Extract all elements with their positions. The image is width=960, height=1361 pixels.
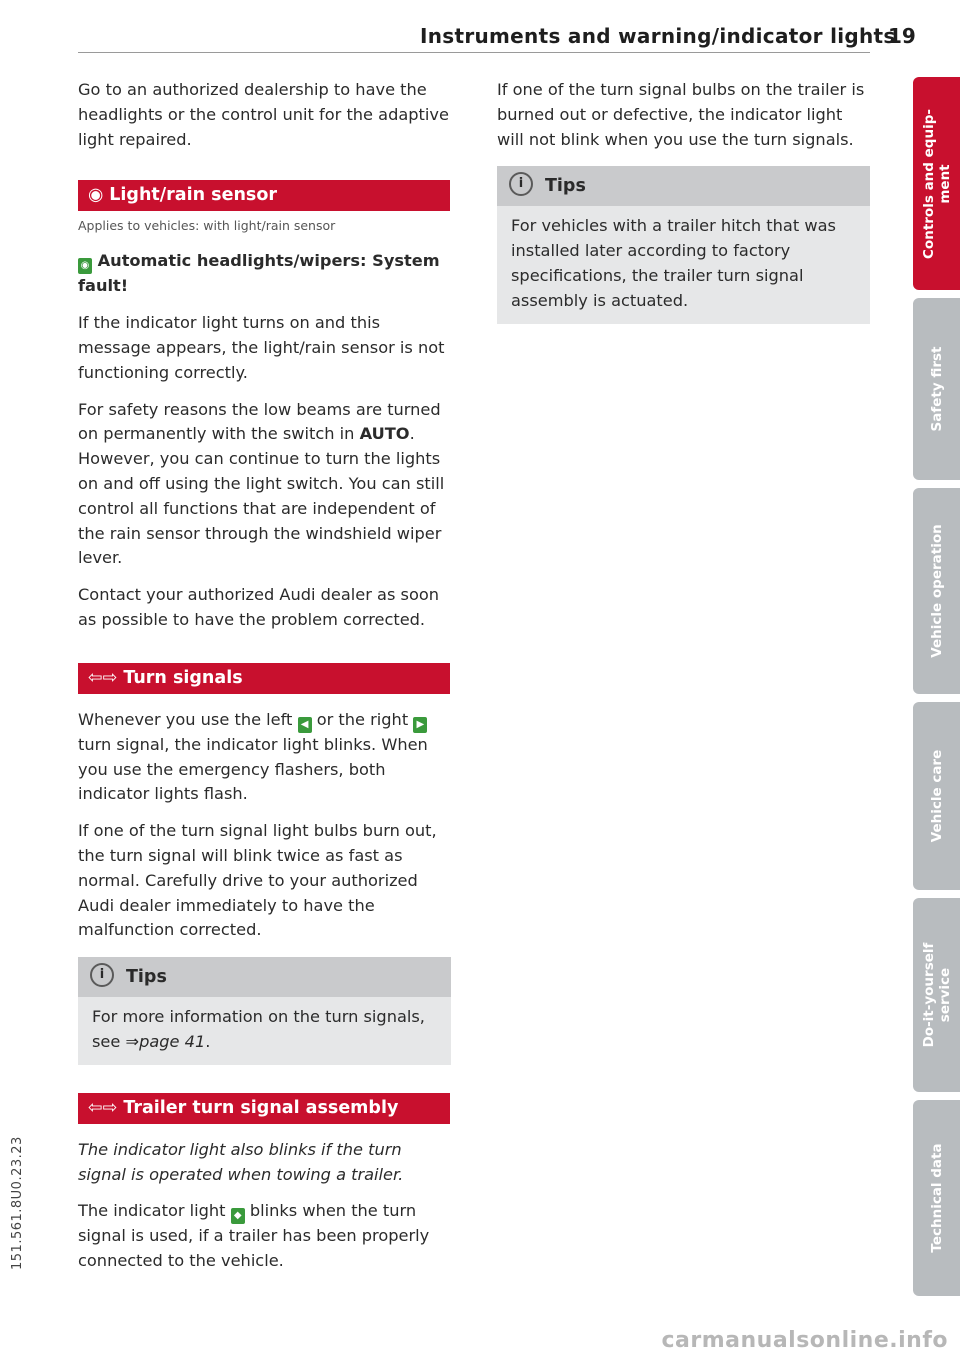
- trailer-paragraph-1: The indicator light ◆ blinks when the turn signal is used, if a trailer has been properly connected to the vehicle.: [78, 1201, 430, 1271]
- applies-note: Applies to vehicles: with light/rain sensor: [78, 218, 336, 234]
- watermark: carmanualsonline.info: [661, 1328, 948, 1353]
- tab-label: Vehicle care: [928, 749, 945, 843]
- trailer-indicator-icon: ◆: [231, 1208, 245, 1224]
- section-heading: Trailer turn signal assembly: [123, 1097, 399, 1118]
- left-column: [78, 78, 450, 1274]
- sidebar-tab-controls[interactable]: [913, 77, 960, 290]
- page-number: 19: [888, 24, 916, 48]
- right-column: [497, 78, 870, 324]
- sidebar-tab-vehicle-operation[interactable]: [913, 488, 960, 694]
- document-code: 151.561.8U0.23.23: [10, 1136, 25, 1270]
- section-heading: Light/rain sensor: [109, 185, 277, 206]
- trailer-lead: The indicator light also blinks if the turn signal is operated when towing a trailer.: [78, 1139, 404, 1184]
- intro-paragraph: Go to an authorized dealership to have the headlights or the control unit for the adaptive light repaired.: [78, 80, 449, 149]
- tab-label: Do-it-yourself service: [920, 942, 953, 1048]
- turn-signals-paragraph-2: If one of the turn signal light bulbs burn out, the turn signal will blink twice as fast as normal. Carefully drive to your authorized Audi dealer immediately to have the malfunction corrected.: [78, 821, 437, 940]
- info-icon: i: [90, 963, 114, 987]
- section-heading: Turn signals: [123, 667, 243, 688]
- section-banner-light-rain: [78, 180, 450, 211]
- left-turn-indicator-icon: ◀: [298, 717, 312, 733]
- light-rain-paragraph-2: For safety reasons the low beams are turned on permanently with the switch in AUTO. However, you can continue to turn the lights on and off using the light switch. You can still control all functions that are independent of the rain sensor through the windshield wiper lever.: [78, 399, 445, 568]
- tab-label: Vehicle operation: [928, 524, 945, 658]
- tips-text: For vehicles with a trailer hitch that was installed later according to factory specifications, the trailer turn signal assembly is actuated.: [511, 216, 836, 310]
- tips-box-turn-signals: i Tips For more information on the turn signals, see ⇒page 41.: [78, 957, 451, 1065]
- tab-label: Technical data: [928, 1143, 945, 1253]
- light-rain-paragraph-1: If the indicator light turns on and this message appears, the light/rain sensor is not functioning correctly.: [78, 313, 445, 382]
- sidebar-tab-do-it-yourself[interactable]: [913, 898, 960, 1092]
- turn-signals-paragraph-1: Whenever you use the left ◀ or the right ▶ turn signal, the indicator light blinks. When you use the emergency flashers, both indicator lights flash.: [78, 709, 428, 804]
- section-banner-turn-signals: [78, 663, 450, 694]
- subheading-system-fault: [78, 249, 450, 299]
- info-icon: i: [509, 172, 533, 196]
- sidebar-tab-technical-data[interactable]: [913, 1100, 960, 1296]
- light-rain-paragraph-3: Contact your authorized Audi dealer as soon as possible to have the problem corrected.: [78, 585, 440, 629]
- section-banner-trailer: [78, 1093, 450, 1124]
- sidebar-tab-vehicle-care[interactable]: [913, 702, 960, 890]
- running-header-title: Instruments and warning/indicator lights: [420, 24, 896, 48]
- sidebar-tab-safety[interactable]: [913, 298, 960, 480]
- trailer-paragraph-2: If one of the turn signal bulbs on the trailer is burned out or defective, the indicator light will not blink when you use the turn signals.: [497, 80, 865, 149]
- header-rule: [78, 52, 870, 53]
- page-reference-link[interactable]: page 41: [139, 1031, 206, 1051]
- tips-box-trailer: i Tips For vehicles with a trailer hitch that was installed later according to factory specifications, the trailer turn signal assembly is actuated.: [497, 166, 870, 323]
- subheading-text: Automatic headlights/wipers: System fault!: [78, 251, 440, 296]
- light-rain-sensor-icon: ◉: [88, 185, 104, 206]
- right-turn-indicator-icon: ▶: [413, 717, 427, 733]
- tips-text: For more information on the turn signals, see ⇒page 41.: [92, 1007, 425, 1051]
- tab-label: Safety first: [928, 346, 945, 432]
- turn-signal-arrows-icon: ⇦⇨: [88, 667, 118, 688]
- trailer-turn-signal-icon: ⇦⇨: [88, 1097, 118, 1118]
- tab-label: Controls and equip- ment: [920, 108, 953, 259]
- light-rain-indicator-icon: ◉: [78, 258, 92, 274]
